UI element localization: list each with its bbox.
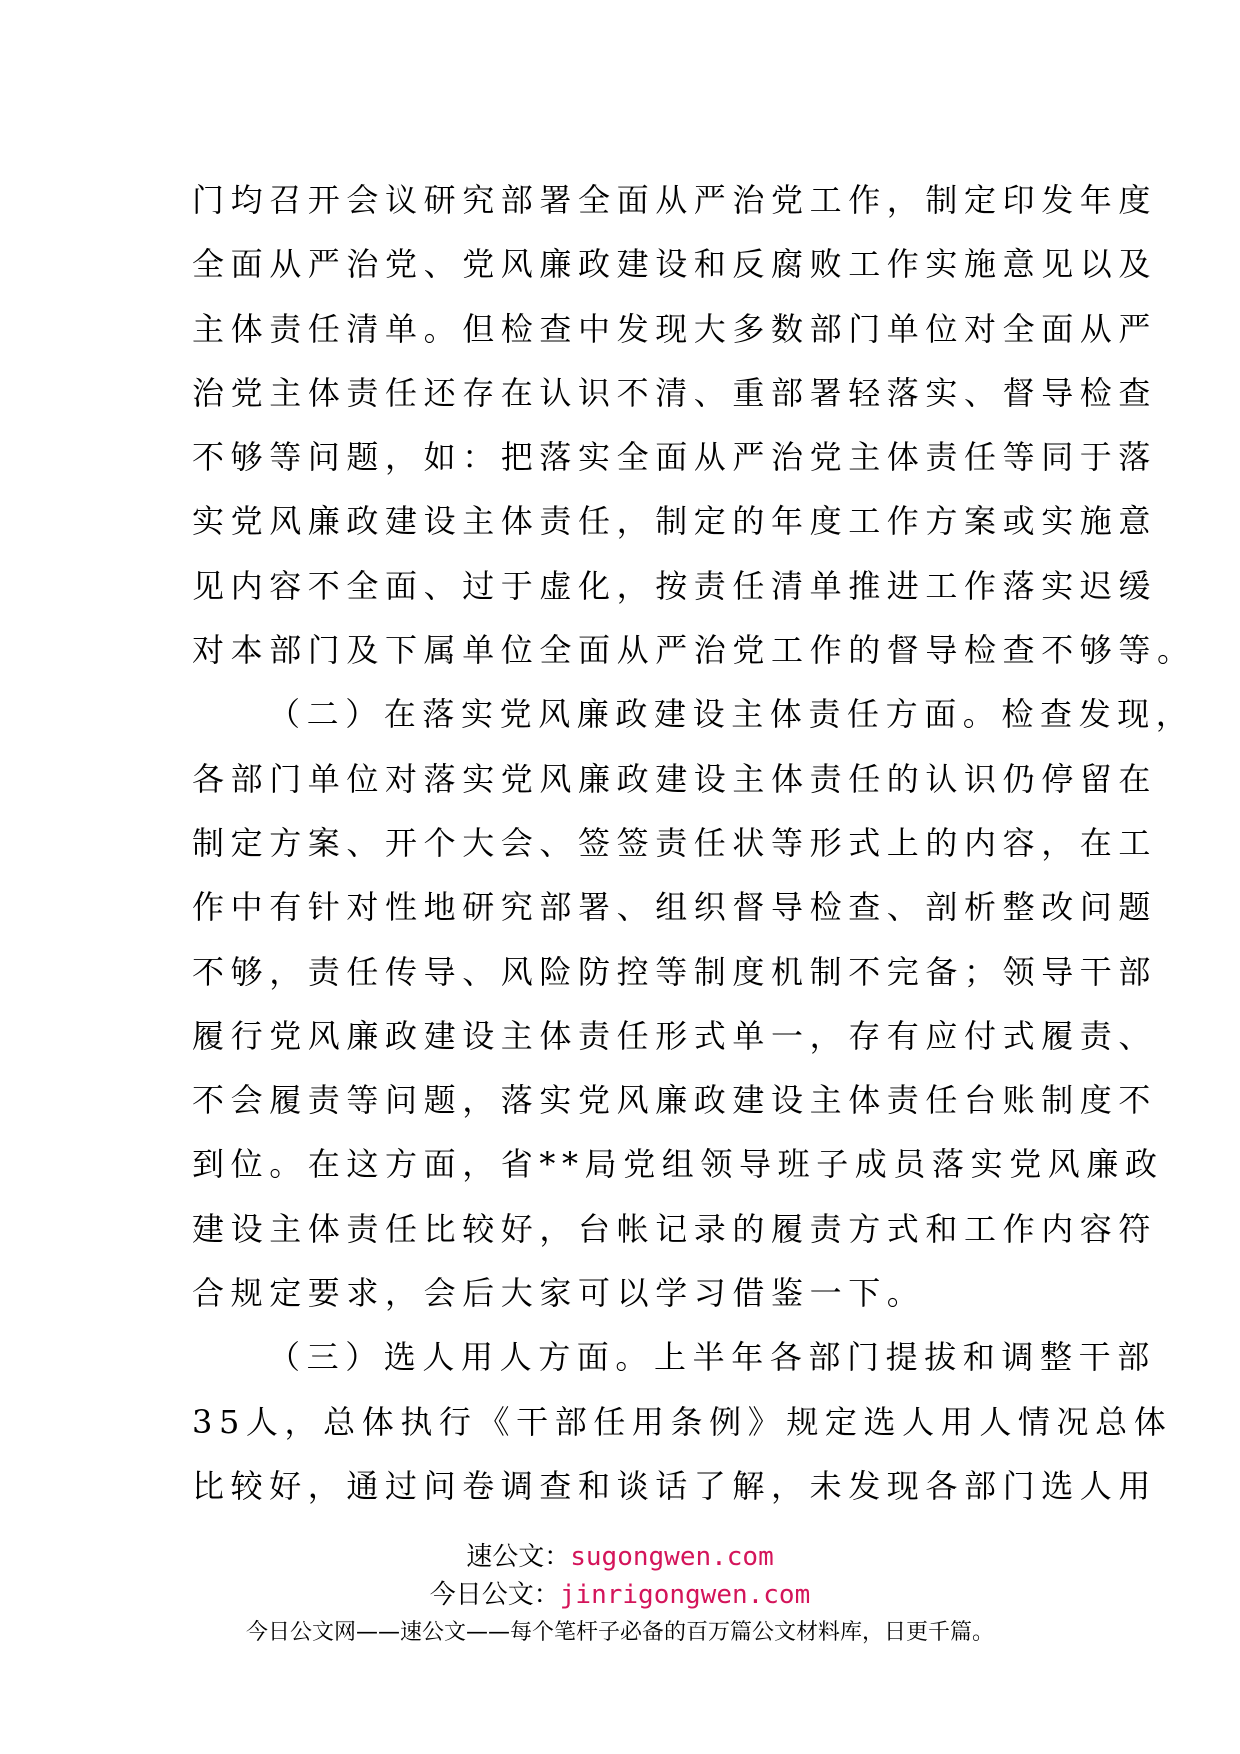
footer-sugongwen bbox=[0, 1540, 1240, 1574]
footer-jinrigongwen-link[interactable]: jinrigongwen.com bbox=[559, 1580, 811, 1610]
body-line: 合规定要求，会后大家可以学习借鉴一下。 bbox=[192, 1274, 926, 1313]
body-line: 全面从严治党、党风廉政建设和反腐败工作实施意见以及 bbox=[192, 245, 1158, 284]
body-line: 不会履责等问题，落实党风廉政建设主体责任台账制度不 bbox=[192, 1081, 1158, 1120]
body-line: 制定方案、开个大会、签签责任状等形式上的内容，在工 bbox=[192, 823, 1158, 862]
body-line: 建设主体责任比较好，台帐记录的履责方式和工作内容符 bbox=[192, 1209, 1158, 1248]
body-line: 门均召开会议研究部署全面从严治党工作，制定印发年度 bbox=[192, 181, 1158, 219]
body-line: 治党主体责任还存在认识不清、重部署轻落实、督导检查 bbox=[192, 373, 1158, 412]
body-line: 对本部门及下属单位全面从严治党工作的督导检查不够等。 bbox=[192, 631, 1196, 670]
body-line: 见内容不全面、过于虚化，按责任清单推进工作落实迟缓 bbox=[192, 566, 1158, 605]
section-heading-line: （三）选人用人方面。上半年各部门提拔和调整干部 bbox=[268, 1338, 1156, 1377]
body-line: 不够等问题，如：把落实全面从严治党主体责任等同于落 bbox=[192, 438, 1158, 477]
footer-slogan: 今日公文网——速公文——每个笔杆子必备的百万篇公文材料库，日更千篇。 bbox=[245, 1620, 994, 1645]
body-line: 比较好，通过问卷调查和谈话了解，未发现各部门选人用 bbox=[192, 1466, 1158, 1505]
body-line: 作中有针对性地研究部署、组织督导检查、剖析整改问题 bbox=[192, 888, 1158, 927]
body-line: 各部门单位对落实党风廉政建设主体责任的认识仍停留在 bbox=[192, 759, 1158, 798]
body-line: 实党风廉政建设主体责任，制定的年度工作方案或实施意 bbox=[192, 502, 1158, 541]
body-line: 35人，总体执行《干部任用条例》规定选人用人情况总体 bbox=[192, 1402, 1173, 1441]
footer-sugongwen-link[interactable]: sugongwen.com bbox=[570, 1542, 774, 1572]
body-line: 履行党风廉政建设主体责任形式单一，存有应付式履责、 bbox=[192, 1016, 1158, 1055]
footer-sugongwen-label: 速公文： bbox=[466, 1542, 571, 1572]
body-line: 到位。在这方面，省**局党组领导班子成员落实党风廉政 bbox=[192, 1145, 1164, 1184]
body-line: 不够，责任传导、风险防控等制度机制不完备；领导干部 bbox=[192, 952, 1158, 991]
document-body bbox=[192, 168, 1196, 1518]
footer-jinrigongwen bbox=[0, 1578, 1240, 1612]
body-line: 主体责任清单。但检查中发现大多数部门单位对全面从严 bbox=[192, 309, 1158, 348]
section-heading-line: （二）在落实党风廉政建设主体责任方面。检查发现， bbox=[268, 695, 1195, 734]
footer-jinrigongwen-label: 今日公文： bbox=[429, 1580, 560, 1610]
